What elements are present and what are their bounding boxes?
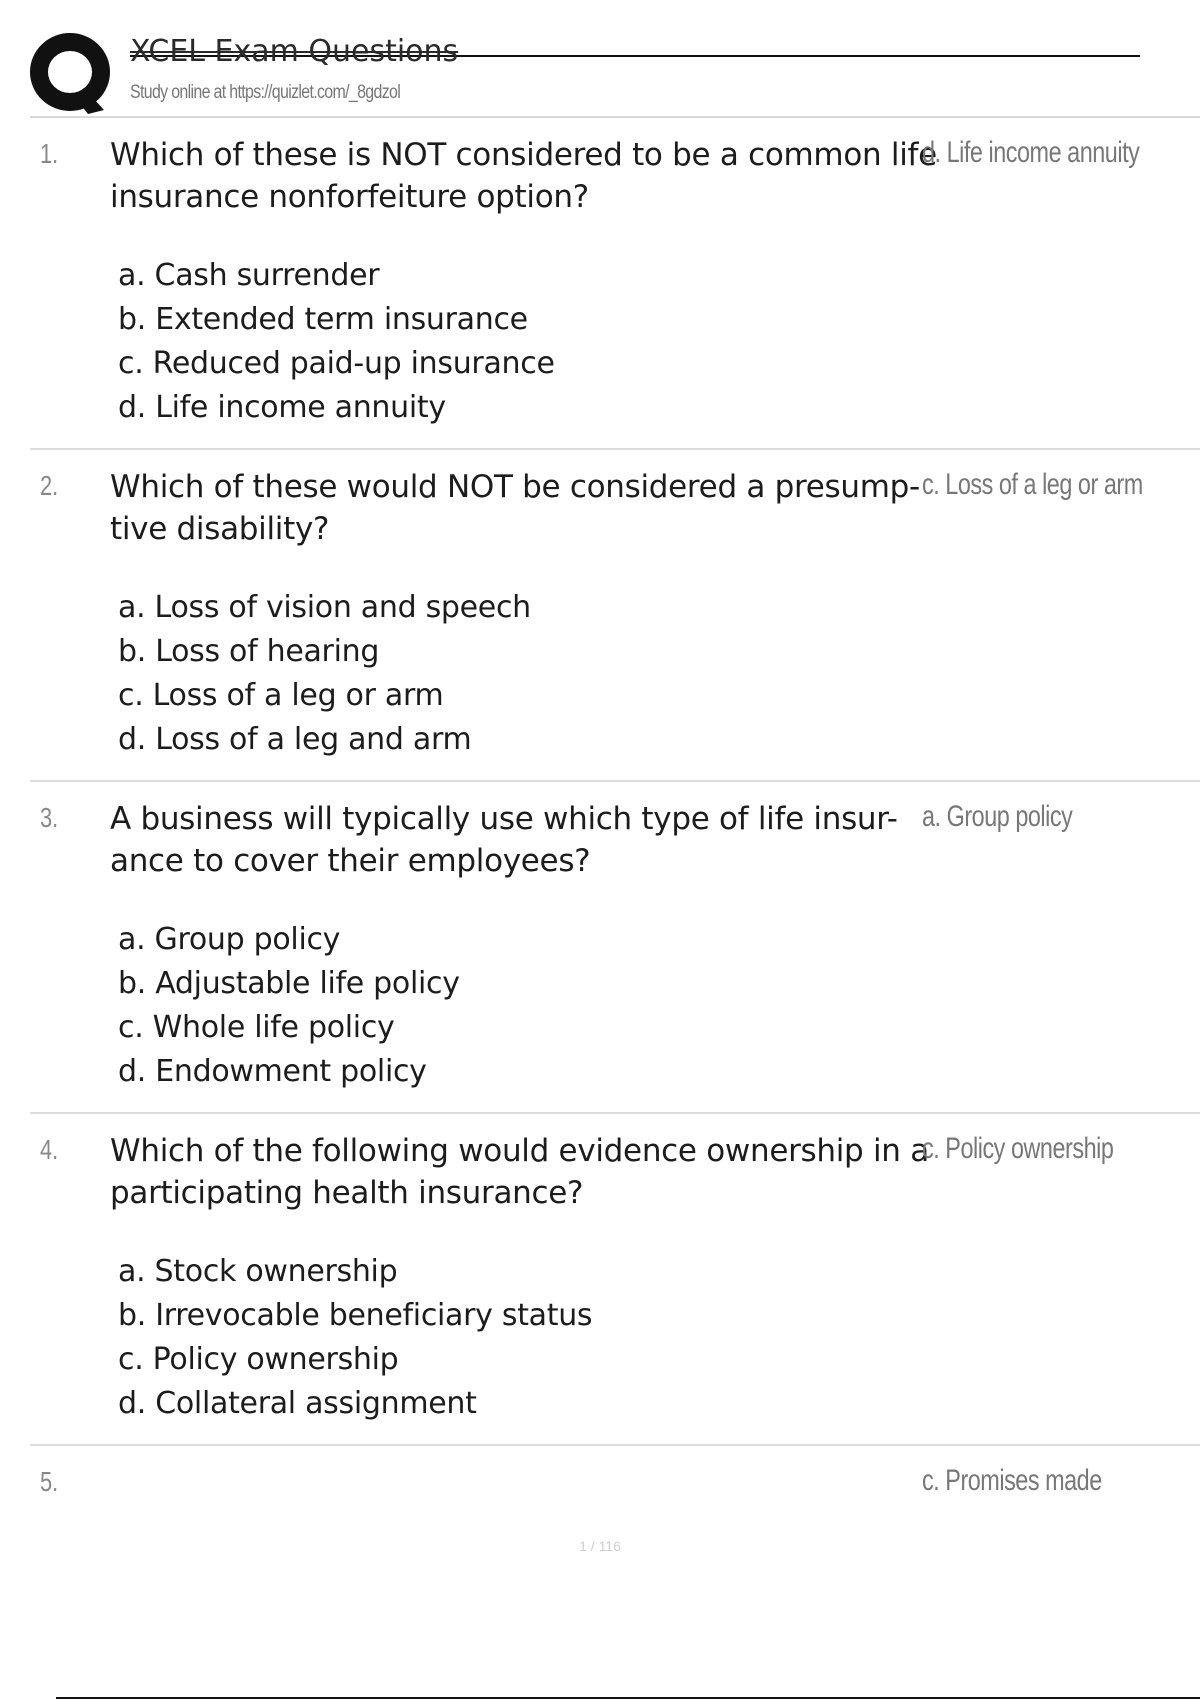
question-text: Which of the following would evidence ownership in a participating health insurance? [110,1133,929,1211]
question-1 [30,118,1200,450]
question-5 [30,1446,1200,1526]
answer-text: c. Promises made [922,1464,1102,1497]
question-text: Which of these would NOT be considered a presump- tive disability? [110,469,920,547]
document-header [30,30,1140,118]
option-a: a. Stock ownership [118,1254,398,1289]
option-d: d. Loss of a leg and arm [118,722,472,757]
answer-text: c. Loss of a leg or arm [922,468,1143,501]
study-online-link[interactable]: Study online at https://quizlet.com/_8gdzol [130,82,401,103]
answer-text: d. Life income annuity [922,136,1140,169]
question-number: 3. [40,802,59,833]
question-number: 5. [40,1466,59,1497]
question-number: 4. [40,1134,59,1165]
question-text: A business will typically use which type of life insur- ance to cover their employees? [110,801,898,879]
answer-text: c. Policy ownership [922,1132,1114,1165]
option-d: d. Collateral assignment [118,1386,477,1421]
option-c: c. Policy ownership [118,1342,399,1377]
option-a: a. Loss of vision and speech [118,590,531,625]
option-b: b. Adjustable life policy [118,966,460,1001]
option-list [118,918,460,1094]
question-text: Which of these is NOT considered to be a common life insurance nonforfeiture option? [110,137,937,215]
option-list [118,586,531,762]
option-b: b. Irrevocable beneficiary status [118,1298,593,1333]
option-list [118,254,555,430]
question-number: 2. [40,470,59,501]
document-title: XCEL Exam Questions [130,34,459,69]
quizlet-q-logo-icon [30,32,112,114]
option-b: b. Extended term insurance [118,302,528,337]
option-list [118,1250,592,1426]
question-4 [30,1114,1200,1446]
question-number: 1. [40,138,59,169]
bottom-rule [56,1697,1200,1699]
option-c: c. Loss of a leg or arm [118,678,444,713]
option-c: c. Reduced paid-up insurance [118,346,555,381]
option-d: d. Life income annuity [118,390,446,425]
option-a: a. Group policy [118,922,341,957]
option-a: a. Cash surrender [118,258,380,293]
option-b: b. Loss of hearing [118,634,380,669]
question-2 [30,450,1200,782]
question-3 [30,782,1200,1114]
option-d: d. Endowment policy [118,1054,427,1089]
answer-text: a. Group policy [922,800,1073,833]
page-number: 1 / 116 [579,1538,621,1554]
option-c: c. Whole life policy [118,1010,395,1045]
